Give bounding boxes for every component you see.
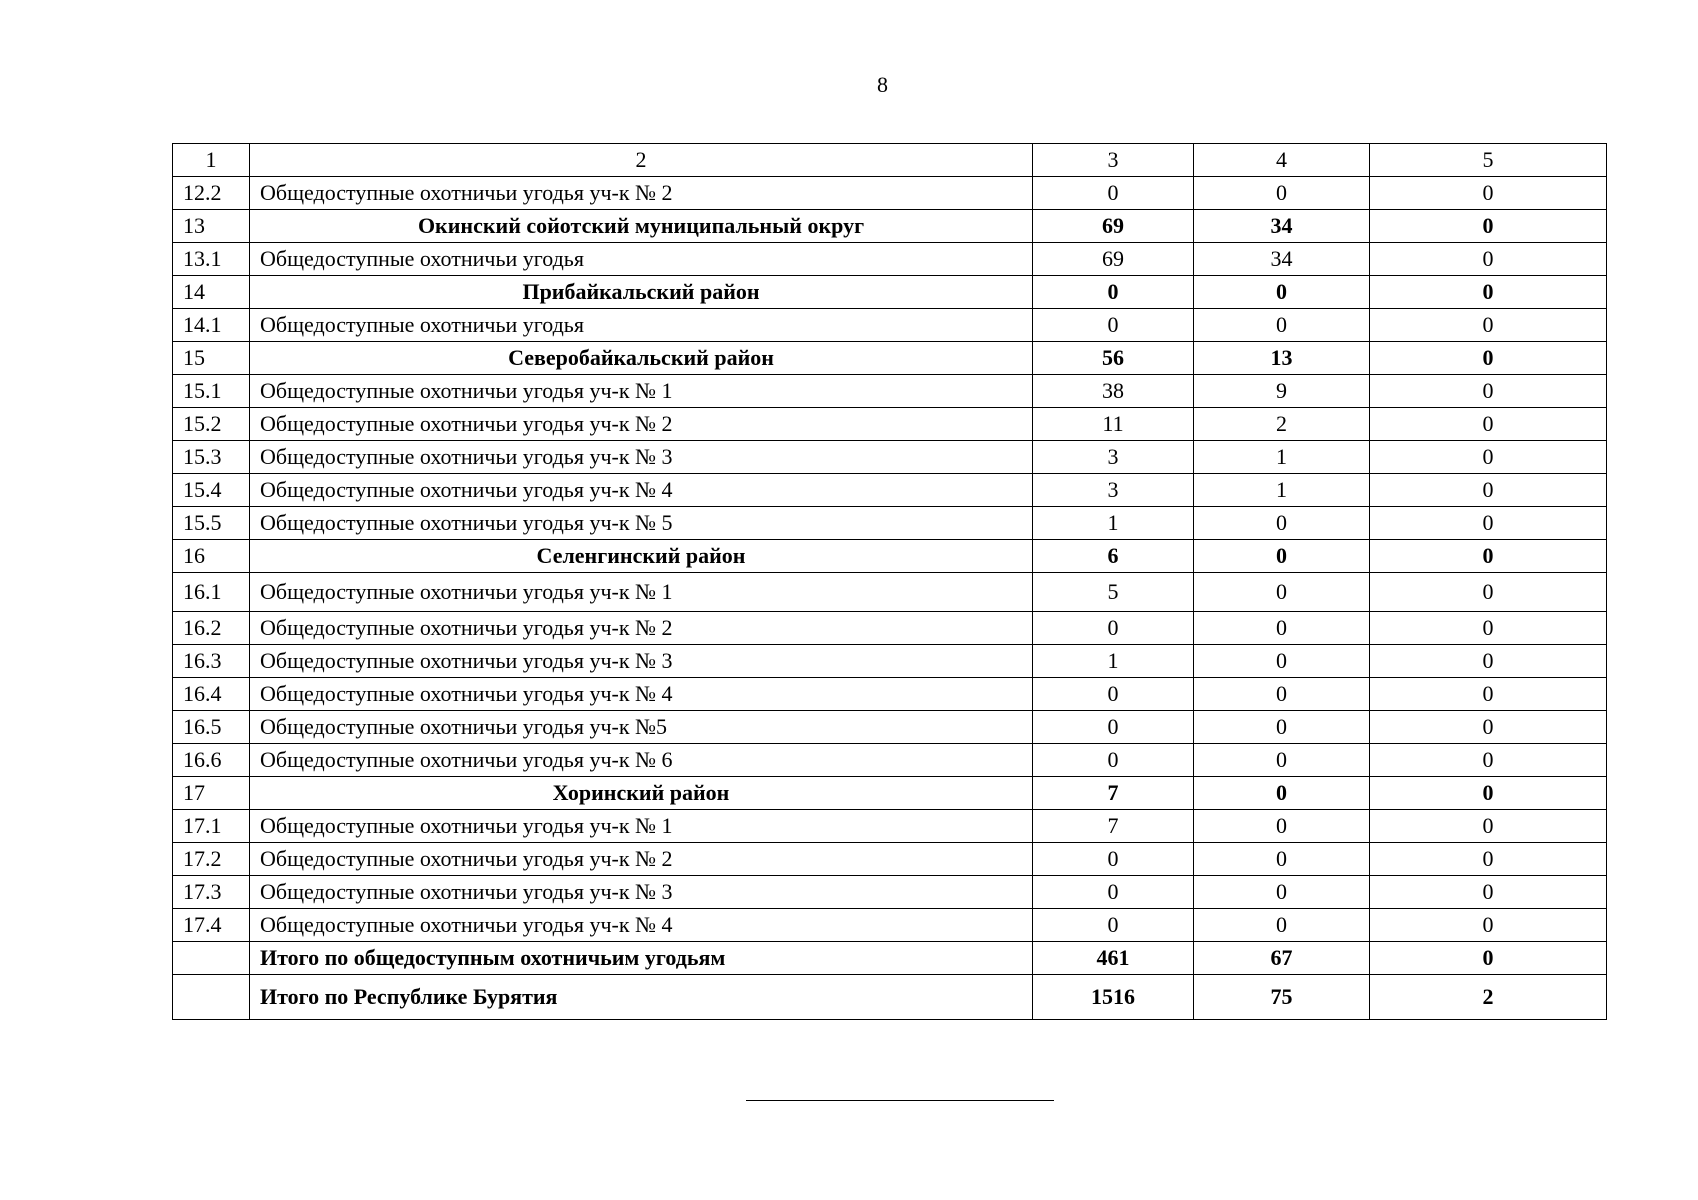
district-row [173, 777, 1607, 810]
row-name-cell: Общедоступные охотничьи угодья уч-к № 4 [250, 909, 1033, 942]
value-cell-col3: 0 [1033, 909, 1194, 942]
row-number-cell: 15.4 [173, 474, 250, 507]
table-row [173, 612, 1607, 645]
value-cell-col3: 11 [1033, 408, 1194, 441]
table-row [173, 678, 1607, 711]
row-number-cell: 17.1 [173, 810, 250, 843]
row-number-cell: 12.2 [173, 177, 250, 210]
header-cell: 3 [1033, 144, 1194, 177]
value-cell-col5: 0 [1370, 573, 1607, 612]
value-cell-col4: 0 [1194, 645, 1370, 678]
table-row [173, 711, 1607, 744]
row-number-cell: 15 [173, 342, 250, 375]
value-cell-col3: 1516 [1033, 975, 1194, 1020]
value-cell-col4: 34 [1194, 243, 1370, 276]
table-row [173, 243, 1607, 276]
row-number-cell: 17.4 [173, 909, 250, 942]
value-cell-col4: 9 [1194, 375, 1370, 408]
row-name-cell: Общедоступные охотничьи угодья уч-к № 4 [250, 474, 1033, 507]
value-cell-col3: 0 [1033, 744, 1194, 777]
value-cell-col5: 0 [1370, 942, 1607, 975]
value-cell-col5: 0 [1370, 711, 1607, 744]
row-number-cell [173, 942, 250, 975]
table-body [173, 177, 1607, 1020]
row-name-cell: Окинский сойотский муниципальный округ [250, 210, 1033, 243]
value-cell-col4: 0 [1194, 876, 1370, 909]
value-cell-col5: 0 [1370, 210, 1607, 243]
row-name-cell: Селенгинский район [250, 540, 1033, 573]
value-cell-col5: 0 [1370, 177, 1607, 210]
value-cell-col4: 13 [1194, 342, 1370, 375]
value-cell-col4: 0 [1194, 909, 1370, 942]
total-row [173, 975, 1607, 1020]
row-name-cell: Общедоступные охотничьи угодья уч-к № 3 [250, 441, 1033, 474]
value-cell-col3: 1 [1033, 507, 1194, 540]
data-table [172, 143, 1607, 1020]
row-number-cell: 16.4 [173, 678, 250, 711]
value-cell-col5: 0 [1370, 309, 1607, 342]
district-row [173, 276, 1607, 309]
row-name-cell: Общедоступные охотничьи угодья уч-к № 3 [250, 645, 1033, 678]
row-name-cell: Итого по общедоступным охотничьим угодьям [250, 942, 1033, 975]
value-cell-col5: 0 [1370, 810, 1607, 843]
row-name-cell: Общедоступные охотничьи угодья уч-к № 4 [250, 678, 1033, 711]
table-row [173, 441, 1607, 474]
value-cell-col3: 7 [1033, 810, 1194, 843]
value-cell-col3: 56 [1033, 342, 1194, 375]
value-cell-col4: 75 [1194, 975, 1370, 1020]
value-cell-col4: 2 [1194, 408, 1370, 441]
value-cell-col3: 69 [1033, 210, 1194, 243]
value-cell-col4: 1 [1194, 441, 1370, 474]
row-number-cell: 14 [173, 276, 250, 309]
value-cell-col3: 0 [1033, 876, 1194, 909]
row-number-cell: 16.2 [173, 612, 250, 645]
value-cell-col3: 6 [1033, 540, 1194, 573]
row-number-cell: 15.3 [173, 441, 250, 474]
header-cell: 4 [1194, 144, 1370, 177]
value-cell-col4: 34 [1194, 210, 1370, 243]
value-cell-col3: 0 [1033, 843, 1194, 876]
value-cell-col5: 0 [1370, 342, 1607, 375]
row-name-cell: Общедоступные охотничьи угодья уч-к № 1 [250, 375, 1033, 408]
row-number-cell: 16.3 [173, 645, 250, 678]
table-row [173, 408, 1607, 441]
table-row [173, 309, 1607, 342]
row-number-cell: 13.1 [173, 243, 250, 276]
value-cell-col4: 0 [1194, 309, 1370, 342]
district-row [173, 210, 1607, 243]
value-cell-col5: 0 [1370, 843, 1607, 876]
value-cell-col4: 0 [1194, 711, 1370, 744]
row-name-cell: Общедоступные охотничьи угодья уч-к № 1 [250, 810, 1033, 843]
row-name-cell: Общедоступные охотничьи угодья [250, 243, 1033, 276]
row-number-cell: 13 [173, 210, 250, 243]
value-cell-col4: 0 [1194, 678, 1370, 711]
value-cell-col4: 0 [1194, 540, 1370, 573]
value-cell-col3: 69 [1033, 243, 1194, 276]
value-cell-col4: 0 [1194, 276, 1370, 309]
row-number-cell: 15.5 [173, 507, 250, 540]
row-name-cell: Общедоступные охотничьи угодья уч-к №5 [250, 711, 1033, 744]
value-cell-col3: 5 [1033, 573, 1194, 612]
row-number-cell: 16.6 [173, 744, 250, 777]
value-cell-col5: 0 [1370, 540, 1607, 573]
table-row [173, 573, 1607, 612]
row-number-cell: 16.5 [173, 711, 250, 744]
row-name-cell: Хоринский район [250, 777, 1033, 810]
row-name-cell: Общедоступные охотничьи угодья [250, 309, 1033, 342]
row-name-cell: Итого по Республике Бурятия [250, 975, 1033, 1020]
table-row [173, 645, 1607, 678]
value-cell-col5: 0 [1370, 243, 1607, 276]
row-name-cell: Общедоступные охотничьи угодья уч-к № 1 [250, 573, 1033, 612]
total-row [173, 942, 1607, 975]
row-number-cell: 16.1 [173, 573, 250, 612]
value-cell-col3: 0 [1033, 177, 1194, 210]
row-number-cell: 17.2 [173, 843, 250, 876]
value-cell-col4: 0 [1194, 573, 1370, 612]
value-cell-col3: 461 [1033, 942, 1194, 975]
row-name-cell: Общедоступные охотничьи угодья уч-к № 2 [250, 177, 1033, 210]
value-cell-col3: 0 [1033, 678, 1194, 711]
value-cell-col5: 0 [1370, 678, 1607, 711]
district-row [173, 342, 1607, 375]
row-number-cell [173, 975, 250, 1020]
value-cell-col4: 0 [1194, 507, 1370, 540]
value-cell-col5: 0 [1370, 408, 1607, 441]
value-cell-col5: 0 [1370, 645, 1607, 678]
value-cell-col3: 1 [1033, 645, 1194, 678]
value-cell-col4: 0 [1194, 177, 1370, 210]
value-cell-col4: 1 [1194, 474, 1370, 507]
table-row [173, 876, 1607, 909]
value-cell-col3: 0 [1033, 711, 1194, 744]
value-cell-col3: 3 [1033, 474, 1194, 507]
table-row [173, 474, 1607, 507]
value-cell-col4: 67 [1194, 942, 1370, 975]
value-cell-col5: 2 [1370, 975, 1607, 1020]
value-cell-col3: 0 [1033, 309, 1194, 342]
row-number-cell: 17 [173, 777, 250, 810]
value-cell-col4: 0 [1194, 612, 1370, 645]
row-name-cell: Общедоступные охотничьи угодья уч-к № 2 [250, 408, 1033, 441]
value-cell-col4: 0 [1194, 777, 1370, 810]
value-cell-col5: 0 [1370, 276, 1607, 309]
page-number: 8 [877, 72, 888, 97]
header-cell: 2 [250, 144, 1033, 177]
value-cell-col3: 0 [1033, 276, 1194, 309]
table-header-row [173, 144, 1607, 177]
row-name-cell: Общедоступные охотничьи угодья уч-к № 6 [250, 744, 1033, 777]
value-cell-col5: 0 [1370, 744, 1607, 777]
value-cell-col4: 0 [1194, 810, 1370, 843]
table-row [173, 177, 1607, 210]
value-cell-col5: 0 [1370, 612, 1607, 645]
row-name-cell: Северобайкальский район [250, 342, 1033, 375]
value-cell-col5: 0 [1370, 507, 1607, 540]
footer-divider [746, 1100, 1054, 1101]
district-row [173, 540, 1607, 573]
table-row [173, 744, 1607, 777]
value-cell-col3: 38 [1033, 375, 1194, 408]
value-cell-col5: 0 [1370, 777, 1607, 810]
table-row [173, 843, 1607, 876]
row-name-cell: Общедоступные охотничьи угодья уч-к № 5 [250, 507, 1033, 540]
table-row [173, 375, 1607, 408]
row-name-cell: Прибайкальский район [250, 276, 1033, 309]
table-row [173, 909, 1607, 942]
header-cell: 5 [1370, 144, 1607, 177]
row-number-cell: 16 [173, 540, 250, 573]
row-number-cell: 17.3 [173, 876, 250, 909]
table-row [173, 507, 1607, 540]
row-name-cell: Общедоступные охотничьи угодья уч-к № 2 [250, 843, 1033, 876]
value-cell-col3: 0 [1033, 612, 1194, 645]
table-row [173, 810, 1607, 843]
value-cell-col3: 3 [1033, 441, 1194, 474]
row-name-cell: Общедоступные охотничьи угодья уч-к № 3 [250, 876, 1033, 909]
value-cell-col5: 0 [1370, 474, 1607, 507]
row-number-cell: 15.2 [173, 408, 250, 441]
value-cell-col5: 0 [1370, 441, 1607, 474]
header-cell: 1 [173, 144, 250, 177]
value-cell-col5: 0 [1370, 876, 1607, 909]
row-name-cell: Общедоступные охотничьи угодья уч-к № 2 [250, 612, 1033, 645]
value-cell-col5: 0 [1370, 909, 1607, 942]
value-cell-col4: 0 [1194, 843, 1370, 876]
value-cell-col5: 0 [1370, 375, 1607, 408]
value-cell-col4: 0 [1194, 744, 1370, 777]
row-number-cell: 14.1 [173, 309, 250, 342]
value-cell-col3: 7 [1033, 777, 1194, 810]
row-number-cell: 15.1 [173, 375, 250, 408]
